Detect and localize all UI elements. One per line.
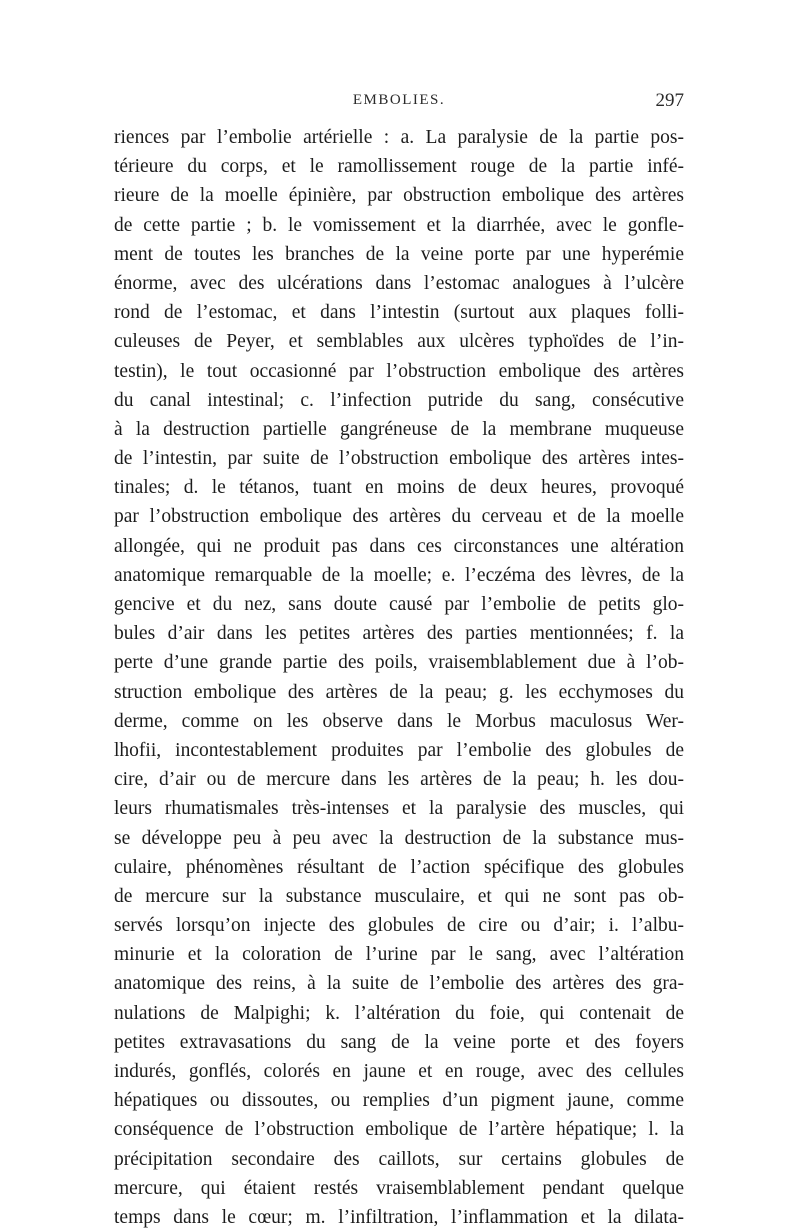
text-line: précipitation secondaire des caillots, sur certains globules de <box>114 1148 684 1170</box>
page-number: 297 <box>655 90 684 111</box>
running-head <box>114 92 684 116</box>
text-line: leurs rhumatismales très-intenses et la paralysie des muscles, qui <box>114 798 684 820</box>
text-line: énorme, avec des ulcérations dans l’estomac analogues à l’ulcère <box>114 272 684 294</box>
text-line: perte d’une grande partie des poils, vraisemblablement due à l’ob- <box>114 652 684 674</box>
text-line: bules d’air dans les petites artères des parties mentionnées; f. la <box>114 623 684 645</box>
text-line: gencive et du nez, sans doute causé par l’embolie de petits glo- <box>114 594 684 615</box>
text-line: minurie et la coloration de l’urine par le sang, avec l’altération <box>114 944 684 966</box>
text-line: ment de toutes les branches de la veine porte par une hyperémie <box>114 243 684 265</box>
text-line: mercure, qui étaient restés vraisemblablement pendant quelque <box>114 1177 684 1199</box>
text-line: struction embolique des artères de la peau; g. les ecchymoses du <box>114 681 684 703</box>
text-line: du canal intestinal; c. l’infection putride du sang, consécutive <box>114 389 684 411</box>
text-line: hépatiques ou dissoutes, ou remplies d’un pigment jaune, comme <box>114 1090 684 1112</box>
text-line: cire, d’air ou de mercure dans les artères de la peau; h. les dou- <box>114 769 684 791</box>
text-line: petites extravasations du sang de la veine porte et des foyers <box>114 1031 684 1053</box>
text-line: lhofii, incontestablement produites par l’embolie des globules de <box>114 739 684 761</box>
text-line: temps dans le cœur; m. l’infiltration, l’inflammation et la dilata- <box>114 1206 684 1228</box>
text-line: riences par l’embolie artérielle : a. La paralysie de la partie pos- <box>114 127 684 148</box>
text-line: culeuses de Peyer, et semblables aux ulcères typhoïdes de l’in- <box>114 331 684 353</box>
text-line: culaire, phénomènes résultant de l’action spécifique des globules <box>114 856 684 878</box>
text-line: de mercure sur la substance musculaire, et qui ne sont pas ob- <box>114 885 684 907</box>
text-line: allongée, qui ne produit pas dans ces circonstances une altération <box>114 535 684 557</box>
text-line: à la destruction partielle gangréneuse de la membrane muqueuse <box>114 418 684 440</box>
text-line: rond de l’estomac, et dans l’intestin (surtout aux plaques folli- <box>114 302 684 324</box>
text-line: de cette partie ; b. le vomissement et la diarrhée, avec le gonfle- <box>114 214 684 236</box>
text-line: derme, comme on les observe dans le Morbus maculosus Wer- <box>114 710 684 732</box>
text-line: nulations de Malpighi; k. l’altération du foie, qui contenait de <box>114 1002 684 1024</box>
text-line: conséquence de l’obstruction embolique de l’artère hépatique; l. la <box>114 1119 684 1141</box>
body-text <box>114 123 684 1232</box>
text-line: servés lorsqu’on injecte des globules de cire ou d’air; i. l’albu- <box>114 915 684 937</box>
text-line: testin), le tout occasionné par l’obstruction embolique des artères <box>114 360 684 382</box>
text-line: de l’intestin, par suite de l’obstruction embolique des artères intes- <box>114 448 684 470</box>
text-line: indurés, gonflés, colorés en jaune et en rouge, avec des cellules <box>114 1061 684 1082</box>
text-line: par l’obstruction embolique des artères du cerveau et de la moelle <box>114 506 684 528</box>
text-line: anatomique des reins, à la suite de l’embolie des artères des gra- <box>114 973 684 995</box>
text-line: tinales; d. le tétanos, tuant en moins de deux heures, provoqué <box>114 477 684 499</box>
text-line: rieure de la moelle épinière, par obstruction embolique des artères <box>114 185 684 207</box>
text-line: se développe peu à peu avec la destruction de la substance mus- <box>114 827 684 849</box>
running-title: EMBOLIES. <box>352 92 446 108</box>
text-line: anatomique remarquable de la moelle; e. l’eczéma des lèvres, de la <box>114 564 684 586</box>
text-line: térieure du corps, et le ramollissement rouge de la partie infé- <box>114 156 684 178</box>
